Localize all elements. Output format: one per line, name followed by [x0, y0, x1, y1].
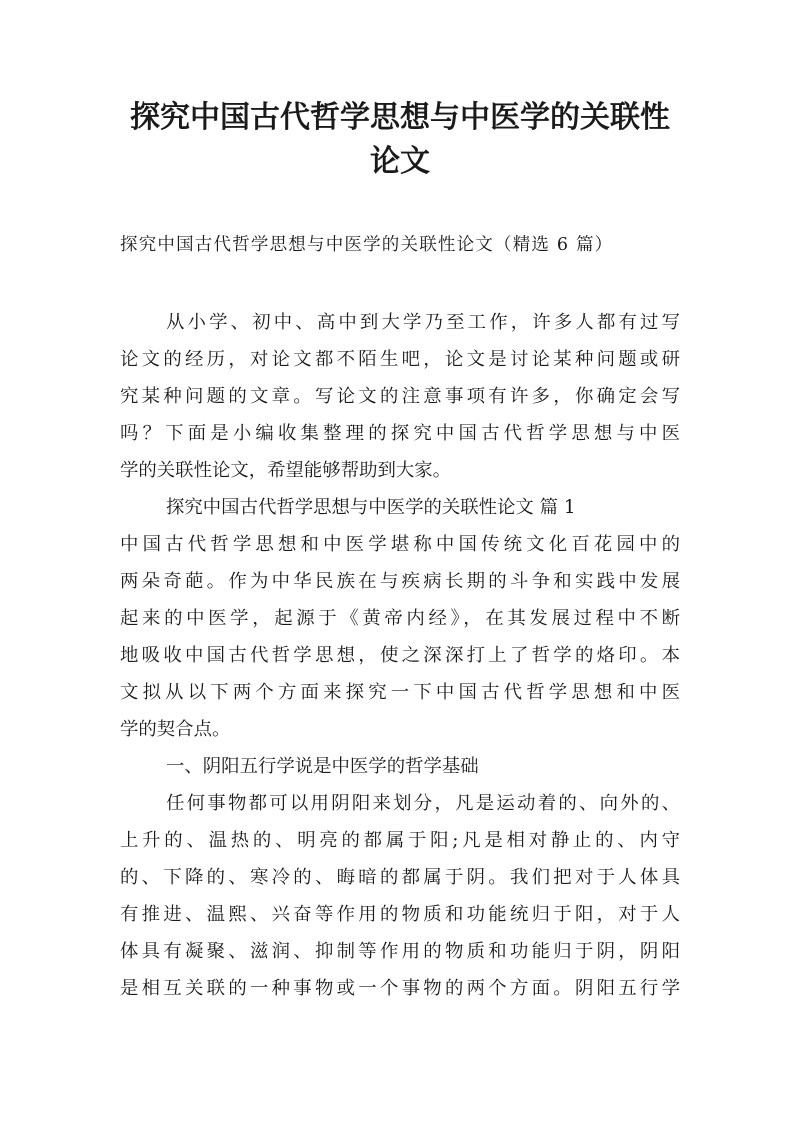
section-heading-line: 探究中国古代哲学思想与中医学的关联性论文 篇 1	[166, 497, 576, 518]
paragraph-line: 有推进、温熙、兴奋等作用的物质和功能统归于阳，对于人	[120, 904, 680, 925]
paragraph-line: 吗？下面是小编收集整理的探究中国古代哲学思想与中医	[120, 423, 680, 444]
paragraph-line: 起来的中医学，起源于《黄帝内经》，在其发展过程中不断	[120, 608, 680, 629]
paragraph-line: 任何事物都可以用阴阳来划分，凡是运动着的、向外的、	[166, 793, 680, 814]
paragraph-line: 地吸收中国古代哲学思想，使之深深打上了哲学的烙印。本	[120, 645, 680, 666]
paragraph-line: 学的关联性论文，希望能够帮助到大家。	[120, 460, 452, 481]
paragraph-line: 是相互关联的一种事物或一个事物的两个方面。阴阳五行学	[120, 978, 680, 999]
paragraph-line: 文拟从以下两个方面来探究一下中国古代哲学思想和中医	[120, 682, 680, 703]
section-heading-line: 一、阴阳五行学说是中医学的哲学基础	[166, 756, 479, 777]
paragraph-line: 论文的经历，对论文都不陌生吧，论文是讨论某种问题或研	[120, 349, 680, 370]
paragraph-line: 学的契合点。	[120, 719, 231, 740]
paragraph-line: 中国古代哲学思想和中医学堪称中国传统文化百花园中的	[120, 534, 680, 555]
paragraph-line: 究某种问题的文章。写论文的注意事项有许多，你确定会写	[120, 386, 680, 407]
document-title-line1: 探究中国古代哲学思想与中医学的关联性	[130, 100, 670, 135]
paragraph-line: 体具有凝聚、滋润、抑制等作用的物质和功能归于阴，阴阳	[120, 941, 680, 962]
paragraph-line: 两朵奇葩。作为中华民族在与疾病长期的斗争和实践中发展	[120, 571, 680, 592]
paragraph-line: 上升的、温热的、明亮的都属于阳;凡是相对静止的、内守	[120, 830, 680, 851]
paragraph-line: 从小学、初中、高中到大学乃至工作，许多人都有过写	[166, 312, 680, 333]
document-title-line2: 论文	[370, 144, 430, 179]
paragraph-line: 的、下降的、寒冷的、晦暗的都属于阴。我们把对于人体具	[120, 867, 680, 888]
document-subtitle: 探究中国古代哲学思想与中医学的关联性论文（精选 6 篇）	[120, 235, 614, 255]
